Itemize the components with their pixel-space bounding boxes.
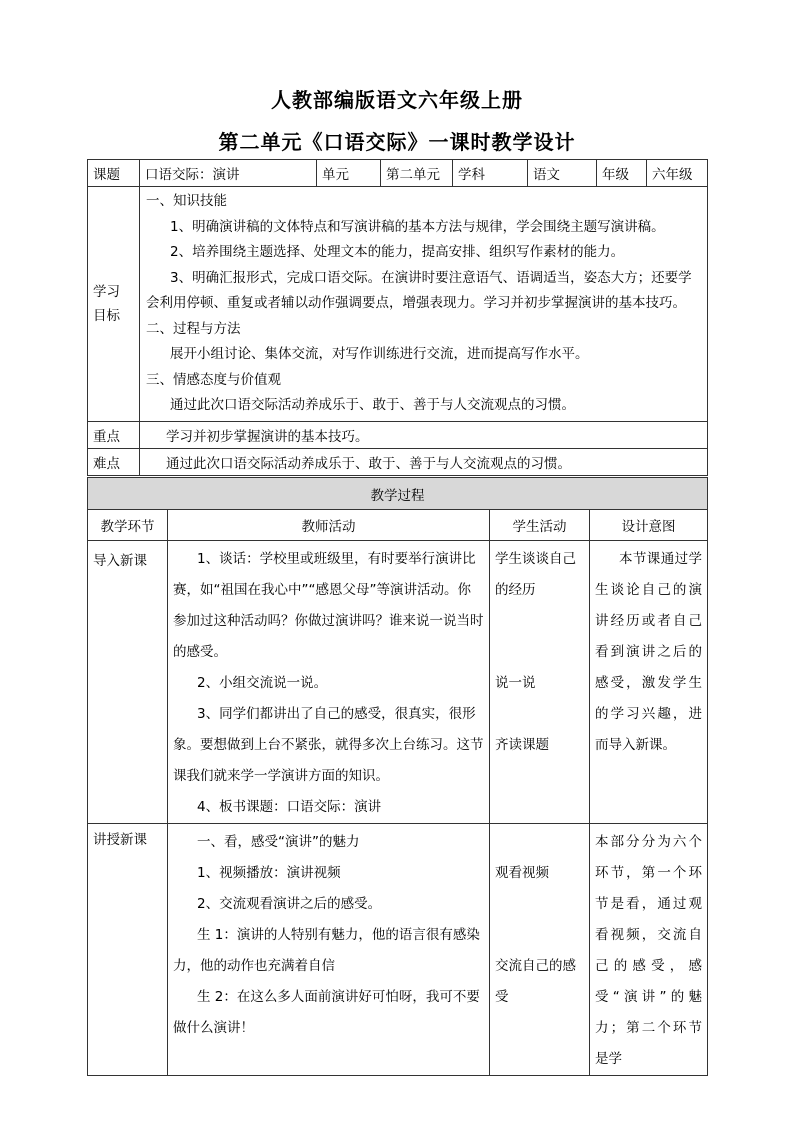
- teacher-step: 一、看，感受“演讲”的魅力: [197, 834, 360, 850]
- goals-label-line1: 学习: [93, 283, 120, 300]
- document-subtitle: 第二单元《口语交际》一课时教学设计: [218, 130, 576, 154]
- teacher-step: 2、交流观看演讲之后的感受。: [197, 896, 382, 912]
- teacher-step: 生 2：在这么多人面前演讲好可怕呀，我可不要做什么演讲！: [173, 989, 480, 1036]
- goals-label: [88, 187, 140, 422]
- student-step: 说一说: [495, 675, 536, 691]
- key-point-text: 学习并初步掌握演讲的基本技巧。: [140, 421, 708, 448]
- student-step: 交流自己的感受: [495, 958, 576, 1005]
- difficulty-row: [88, 448, 708, 475]
- student-step: 齐读课题: [495, 737, 549, 753]
- key-point-label: 重点: [88, 421, 140, 448]
- goals-item: 3、明确汇报形式，完成口语交际。在演讲时要注意语气、语调适当，姿态大方；还要学会利用停顿、重复或者辅以动作强调要点，增强表现力。学习并初步掌握演讲的基本技巧。: [146, 269, 692, 311]
- stage-name: 导入新课: [88, 541, 168, 824]
- lesson-info-table: [87, 159, 708, 476]
- goals-row: [88, 187, 708, 422]
- intent-text: 本部分分为六个环节，第一个环节是看，通过观看视频，交流自己的感受，感受“演讲”的魅力；第二个环节是学: [595, 834, 702, 1067]
- document-title: 人教部编版语文六年级上册: [271, 88, 523, 112]
- header-teacher: 教师活动: [168, 510, 490, 541]
- subject-value: 语文: [528, 160, 597, 187]
- topic-label: 课题: [88, 160, 140, 187]
- spacer: [495, 889, 584, 920]
- goals-label-line2: 目标: [93, 307, 120, 324]
- difficulty-text: 通过此次口语交际活动养成乐于、敢于、善于与人交流观点的习惯。: [140, 448, 708, 475]
- section-teaching-row: [88, 824, 708, 1076]
- design-intent: [590, 541, 708, 824]
- info-row: [88, 160, 708, 187]
- teacher-activity: [168, 824, 490, 1076]
- student-activity: [490, 541, 590, 824]
- topic-value: 口语交际：演讲: [140, 160, 317, 187]
- spacer: [495, 827, 584, 858]
- goals-item: 展开小组讨论、集体交流，对写作训练进行交流，进而提高写作水平。: [170, 346, 589, 362]
- goals-item: 2、培养围绕主题选择、处理文本的能力，提高安排、组织写作素材的能力。: [170, 244, 625, 260]
- spacer: [495, 637, 584, 668]
- header-student: 学生活动: [490, 510, 590, 541]
- teacher-activity: [168, 541, 490, 824]
- teacher-step: 3、同学们都讲出了自己的感受，很真实，很形象。要想做到上台不紧张，就得多次上台练习。这节课我们就来学一学演讲方面的知识。: [173, 706, 484, 784]
- key-point-row: [88, 421, 708, 448]
- goals-heading-2: 二、过程与方法: [146, 320, 241, 337]
- unit-label: 单元: [317, 160, 381, 187]
- teacher-step: 1、视频播放：演讲视频: [197, 865, 341, 881]
- goals-heading-1: 一、知识技能: [146, 193, 227, 209]
- difficulty-label: 难点: [88, 448, 140, 475]
- intent-text: 本节课通过学生谈论自己的演讲经历或者自己看到演讲之后的感受，激发学生的学习兴趣，进而导入新课。: [595, 551, 702, 753]
- teacher-step: 2、小组交流说一说。: [197, 675, 328, 691]
- teacher-step: 1、谈话：学校里或班级里，有时要举行演讲比赛，如“祖国在我心中”“感恩父母”等演讲活动。你参加过这种活动吗？你做过演讲吗？谁来说一说当时的感受。: [173, 551, 484, 660]
- unit-value: 第二单元: [381, 160, 453, 187]
- spacer: [495, 699, 584, 730]
- goals-content: [140, 187, 708, 422]
- design-intent: [590, 824, 708, 1076]
- student-step: 观看视频: [495, 865, 549, 881]
- teacher-step: 生 1：演讲的人特别有魅力，他的语言很有感染力，他的动作也充满着自信: [173, 927, 480, 974]
- process-header-row: [88, 510, 708, 541]
- goals-item: 1、明确演讲稿的文体特点和写演讲稿的基本方法与规律，学会围绕主题写演讲稿。: [170, 218, 665, 235]
- process-band-title: 教学过程: [88, 478, 708, 510]
- student-activity: [490, 824, 590, 1076]
- goals-item: 通过此次口语交际活动养成乐于、敢于、善于与人交流观点的习惯。: [170, 397, 575, 413]
- header-intent: 设计意图: [590, 510, 708, 541]
- section-intro-row: [88, 541, 708, 824]
- spacer: [495, 920, 584, 951]
- teacher-step: 4、板书课题：口语交际：演讲: [197, 799, 382, 815]
- grade-label: 年级: [597, 160, 647, 187]
- stage-name: 讲授新课: [88, 824, 168, 1076]
- student-step: 学生谈谈自己的经历: [495, 551, 576, 598]
- header-stage: 教学环节: [88, 510, 168, 541]
- subject-label: 学科: [453, 160, 528, 187]
- spacer: [495, 606, 584, 637]
- teaching-process-table: [87, 477, 708, 1076]
- goals-heading-3: 三、情感态度与价值观: [146, 371, 281, 388]
- grade-value: 六年级: [647, 160, 708, 187]
